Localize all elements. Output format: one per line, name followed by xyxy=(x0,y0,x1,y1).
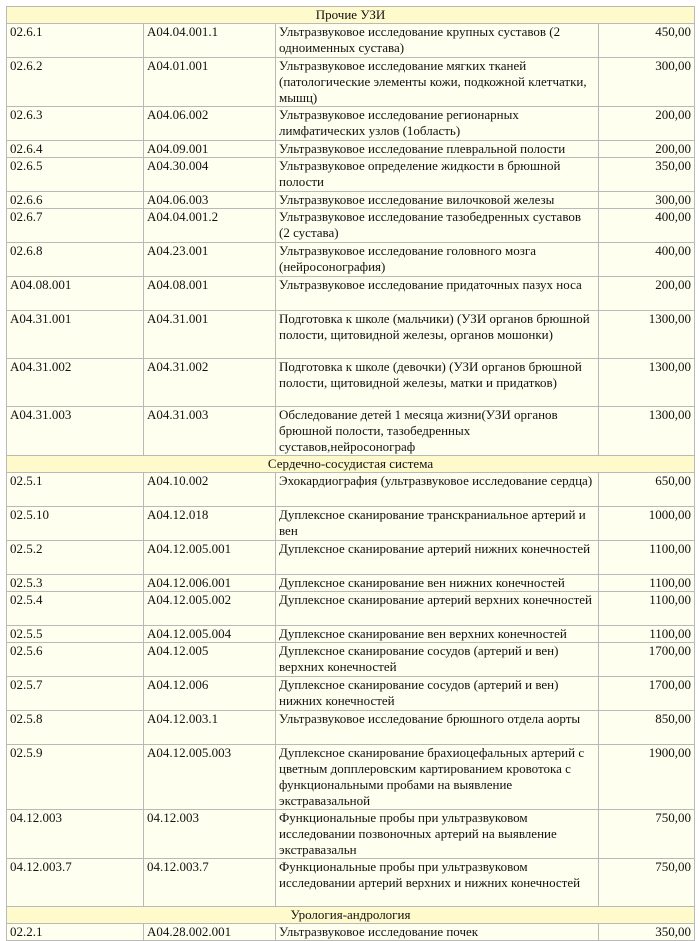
price-row xyxy=(7,643,695,677)
service-price: 1700,00 xyxy=(599,677,695,711)
service-name: Дуплексное сканирование брахиоцефальных артерий с цветным допплеровским картированием кровотока с функциональными пробами на выявление экстравазальной xyxy=(276,745,599,810)
service-name: Ультразвуковое исследование тазобедренных суставов (2 сустава) xyxy=(276,209,599,243)
service-code: А04.23.001 xyxy=(144,243,276,277)
section-header-row xyxy=(7,7,695,24)
price-row xyxy=(7,58,695,107)
section-title: Сердечно-сосудистая система xyxy=(7,456,695,473)
service-price: 300,00 xyxy=(599,192,695,209)
price-row xyxy=(7,711,695,745)
service-code: А04.12.006.001 xyxy=(144,575,276,592)
price-row xyxy=(7,209,695,243)
row-code: 02.5.5 xyxy=(7,626,144,643)
section-header-row xyxy=(7,907,695,924)
service-code: А04.12.005 xyxy=(144,643,276,677)
price-row xyxy=(7,141,695,158)
service-price: 1100,00 xyxy=(599,626,695,643)
service-price: 200,00 xyxy=(599,141,695,158)
price-row xyxy=(7,924,695,941)
service-name: Ультразвуковое исследование регионарных лимфатических узлов (1область) xyxy=(276,107,599,141)
service-name: Дуплексное сканирование артерий верхних конечностей xyxy=(276,592,599,626)
row-code: 02.5.4 xyxy=(7,592,144,626)
row-code: 02.6.8 xyxy=(7,243,144,277)
row-code: A04.08.001 xyxy=(7,277,144,311)
price-row xyxy=(7,311,695,359)
service-code: А04.28.002.001 xyxy=(144,924,276,941)
price-row xyxy=(7,359,695,407)
service-price: 1100,00 xyxy=(599,575,695,592)
service-code: А04.10.002 xyxy=(144,473,276,507)
service-code: А04.12.005.003 xyxy=(144,745,276,810)
service-price: 200,00 xyxy=(599,107,695,141)
service-code: А04.12.005.004 xyxy=(144,626,276,643)
service-price: 750,00 xyxy=(599,859,695,907)
service-price: 1000,00 xyxy=(599,507,695,541)
service-code: A04.31.003 xyxy=(144,407,276,456)
service-name: Ультразвуковое исследование мягких тканей (патологические элементы кожи, подкожной клетчатки, мышц) xyxy=(276,58,599,107)
row-code: 02.5.1 xyxy=(7,473,144,507)
service-code: A04.31.002 xyxy=(144,359,276,407)
service-code: А04.04.001.2 xyxy=(144,209,276,243)
row-code: 02.6.5 xyxy=(7,158,144,192)
price-row xyxy=(7,192,695,209)
price-row xyxy=(7,541,695,575)
service-name: Дуплексное сканирование артерий нижних конечностей xyxy=(276,541,599,575)
row-code: 04.12.003 xyxy=(7,810,144,859)
service-name: Ультразвуковое определение жидкости в брюшной полости xyxy=(276,158,599,192)
service-code: А04.12.018 xyxy=(144,507,276,541)
price-row xyxy=(7,859,695,907)
service-name: Дуплексное сканирование вен верхних конечностей xyxy=(276,626,599,643)
service-name: Дуплексное сканирование сосудов (артерий и вен) верхних конечностей xyxy=(276,643,599,677)
row-code: A04.31.003 xyxy=(7,407,144,456)
service-name: Подготовка к школе (девочки) (УЗИ органов брюшной полости, щитовидной железы, матки и придатков) xyxy=(276,359,599,407)
row-code: 02.5.3 xyxy=(7,575,144,592)
row-code: 02.5.6 xyxy=(7,643,144,677)
row-code: 02.6.3 xyxy=(7,107,144,141)
service-price: 1900,00 xyxy=(599,745,695,810)
row-code: 02.6.4 xyxy=(7,141,144,158)
service-name: Функциональные пробы при ультразвуковом исследовании позвоночных артерий на выявление экстравазальн xyxy=(276,810,599,859)
service-price: 1100,00 xyxy=(599,541,695,575)
service-code: А04.06.002 xyxy=(144,107,276,141)
service-price: 750,00 xyxy=(599,810,695,859)
service-price: 200,00 xyxy=(599,277,695,311)
price-row xyxy=(7,277,695,311)
section-title: Урология-андрология xyxy=(7,907,695,924)
price-row xyxy=(7,407,695,456)
price-row xyxy=(7,677,695,711)
row-code: 02.2.1 xyxy=(7,924,144,941)
service-name: Ультразвуковое исследование придаточных пазух носа xyxy=(276,277,599,311)
row-code: 02.6.6 xyxy=(7,192,144,209)
row-code: 04.12.003.7 xyxy=(7,859,144,907)
service-price: 1300,00 xyxy=(599,407,695,456)
service-name: Эхокардиография (ультразвуковое исследование сердца) xyxy=(276,473,599,507)
price-row xyxy=(7,592,695,626)
service-code: А04.01.001 xyxy=(144,58,276,107)
section-header-row xyxy=(7,456,695,473)
service-code: A04.08.001 xyxy=(144,277,276,311)
row-code: 02.5.7 xyxy=(7,677,144,711)
service-price: 400,00 xyxy=(599,209,695,243)
service-price: 1100,00 xyxy=(599,592,695,626)
service-name: Дуплексное сканирование вен нижних конечностей xyxy=(276,575,599,592)
price-row xyxy=(7,243,695,277)
service-price: 450,00 xyxy=(599,24,695,58)
price-row xyxy=(7,810,695,859)
price-list-table xyxy=(6,6,695,941)
service-price: 1300,00 xyxy=(599,311,695,359)
price-row xyxy=(7,626,695,643)
price-row xyxy=(7,473,695,507)
service-code: A04.31.001 xyxy=(144,311,276,359)
service-name: Обследование детей 1 месяца жизни(УЗИ органов брюшной полости, тазобедренных суставов,нейросонограф xyxy=(276,407,599,456)
service-name: Ультразвуковое исследование вилочковой железы xyxy=(276,192,599,209)
price-row xyxy=(7,107,695,141)
service-price: 1700,00 xyxy=(599,643,695,677)
price-row xyxy=(7,24,695,58)
service-code: А04.04.001.1 xyxy=(144,24,276,58)
row-code: 02.6.1 xyxy=(7,24,144,58)
service-code: А04.12.006 xyxy=(144,677,276,711)
service-name: Подготовка к школе (мальчики) (УЗИ органов брюшной полости, щитовидной железы, органов мошонки) xyxy=(276,311,599,359)
service-code: А04.30.004 xyxy=(144,158,276,192)
service-price: 300,00 xyxy=(599,58,695,107)
row-code: 02.5.9 xyxy=(7,745,144,810)
service-code: А04.12.003.1 xyxy=(144,711,276,745)
price-row xyxy=(7,745,695,810)
row-code: 02.5.8 xyxy=(7,711,144,745)
service-name: Ультразвуковое исследование почек xyxy=(276,924,599,941)
row-code: 02.6.2 xyxy=(7,58,144,107)
service-code: 04.12.003.7 xyxy=(144,859,276,907)
service-price: 1300,00 xyxy=(599,359,695,407)
service-price: 850,00 xyxy=(599,711,695,745)
price-row xyxy=(7,575,695,592)
service-code: А04.09.001 xyxy=(144,141,276,158)
service-name: Ультразвуковое исследование головного мозга (нейросонография) xyxy=(276,243,599,277)
row-code: 02.5.10 xyxy=(7,507,144,541)
service-name: Ультразвуковое исследование плевральной полости xyxy=(276,141,599,158)
price-row xyxy=(7,507,695,541)
service-name: Дуплексное сканирование сосудов (артерий и вен) нижних конечностей xyxy=(276,677,599,711)
service-code: А04.06.003 xyxy=(144,192,276,209)
service-name: Функциональные пробы при ультразвуковом исследовании артерий верхних и нижних конечностей xyxy=(276,859,599,907)
row-code: 02.5.2 xyxy=(7,541,144,575)
service-code: А04.12.005.002 xyxy=(144,592,276,626)
service-price: 350,00 xyxy=(599,924,695,941)
row-code: A04.31.001 xyxy=(7,311,144,359)
service-price: 650,00 xyxy=(599,473,695,507)
service-price: 400,00 xyxy=(599,243,695,277)
service-name: Ультразвуковое исследование брюшного отдела аорты xyxy=(276,711,599,745)
service-name: Ультразвуковое исследование крупных суставов (2 одноименных сустава) xyxy=(276,24,599,58)
price-list-body xyxy=(7,7,695,941)
row-code: A04.31.002 xyxy=(7,359,144,407)
service-code: 04.12.003 xyxy=(144,810,276,859)
service-name: Дуплексное сканирование транскраниальное артерий и вен xyxy=(276,507,599,541)
service-price: 350,00 xyxy=(599,158,695,192)
price-row xyxy=(7,158,695,192)
section-title: Прочие УЗИ xyxy=(7,7,695,24)
row-code: 02.6.7 xyxy=(7,209,144,243)
service-code: А04.12.005.001 xyxy=(144,541,276,575)
